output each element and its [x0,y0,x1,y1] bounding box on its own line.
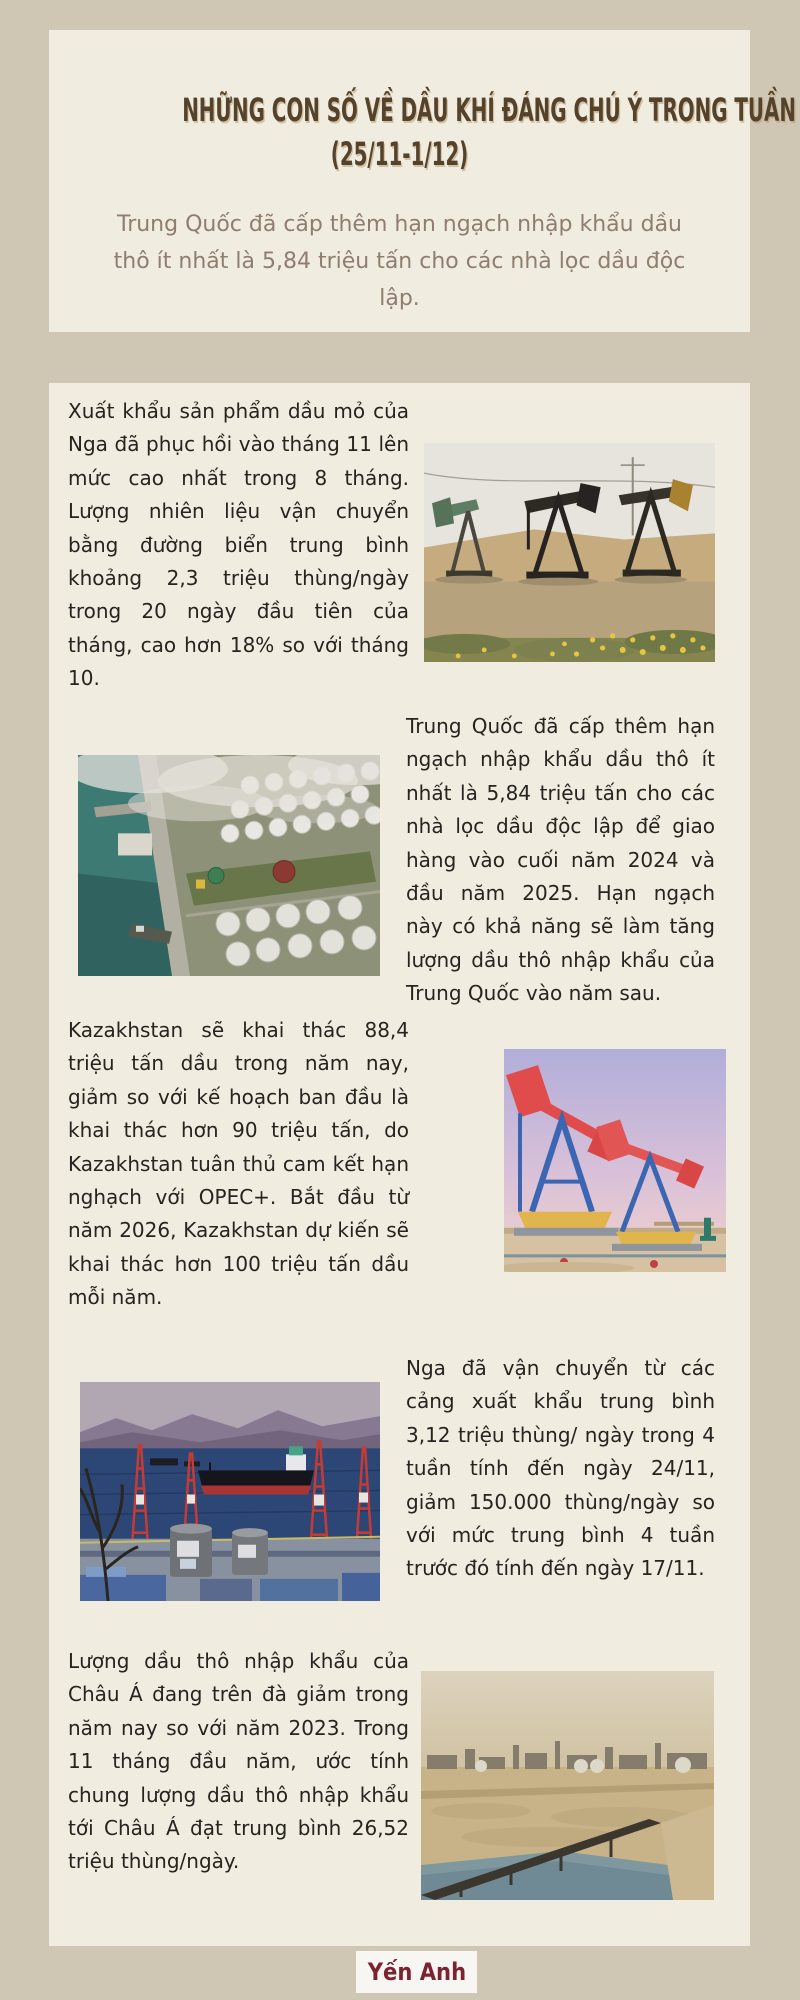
page-subtitle [99,206,700,317]
photo-desert-refinery [421,1671,714,1900]
article-text-asia-imports: Lượng dầu thô nhập khẩu của Châu Á đang trên đà giảm trong năm nay so với năm 2023. Trong 11 tháng đầu năm, ước tính chung lượng dầu thô nhập khẩu tới Châu Á đạt trung bình 26,52 triệu thùng/ngày. [68,1649,409,1874]
author-badge [356,1951,477,1993]
author-name: Yến Anh [367,1958,466,1986]
photo-tanker-port [80,1382,380,1601]
photo-pumpjacks-field [424,443,715,662]
article-text-russia-shipments: Nga đã vận chuyển từ các cảng xuất khẩu trung bình 3,12 triệu thùng/ ngày trong 4 tuần tính đến ngày 24/11, giảm 150.000 thùng/ngày so với mức trung bình 4 tuần trước đó tính đến ngày 17/11. [406,1356,715,1581]
photo-red-pumpjacks-sunset [504,1049,726,1272]
photo-tank-farm-aerial [78,755,380,976]
article-text-russia-fuel-exports: Xuất khẩu sản phẩm dầu mỏ của Nga đã phục hồi vào tháng 11 lên mức cao nhất trong 8 tháng. Lượng nhiên liệu vận chuyển bằng đường biển trung bình khoảng 2,3 triệu thùng/ngày trong 20 ngày đầu tiên của tháng, cao hơn 18% so với tháng 10. [68,399,409,691]
header-card [49,30,796,332]
article-text-kazakhstan-output: Kazakhstan sẽ khai thác 88,4 triệu tấn dầu trong năm nay, giảm so với kế hoạch ban đầu là khai thác hơn 90 triệu tấn, do Kazakhstan tuân thủ cam kết hạn nghạch với OPEC+. Bắt đầu từ năm 2026, Kazakhstan dự kiến sẽ khai thác hơn 100 triệu tấn dầu mỗi năm. [68,1018,409,1310]
content-card [49,383,750,1946]
page-title-line1: NHỮNG CON SỐ VỀ DẦU KHÍ ĐÁNG CHÚ Ý TRONG TUẦN [182,91,796,129]
article-text-china-quota: Trung Quốc đã cấp thêm hạn ngạch nhập khẩu dầu thô ít nhất là 5,84 triệu tấn cho các nhà lọc dầu độc lập để giao hàng vào cuối năm 2024 và đầu năm 2025. Hạn ngạch này có khả năng sẽ làm tăng lượng dầu thô nhập khẩu của Trung Quốc vào năm sau. [406,714,715,1006]
page-title-line2: (25/11-1/12) [330,135,469,173]
page-subtitle-text: Trung Quốc đã cấp thêm hạn ngạch nhập khẩu dầu thô ít nhất là 5,84 triệu tấn cho các nhà lọc dầu độc lập. [113,212,686,311]
page-title [49,88,796,176]
